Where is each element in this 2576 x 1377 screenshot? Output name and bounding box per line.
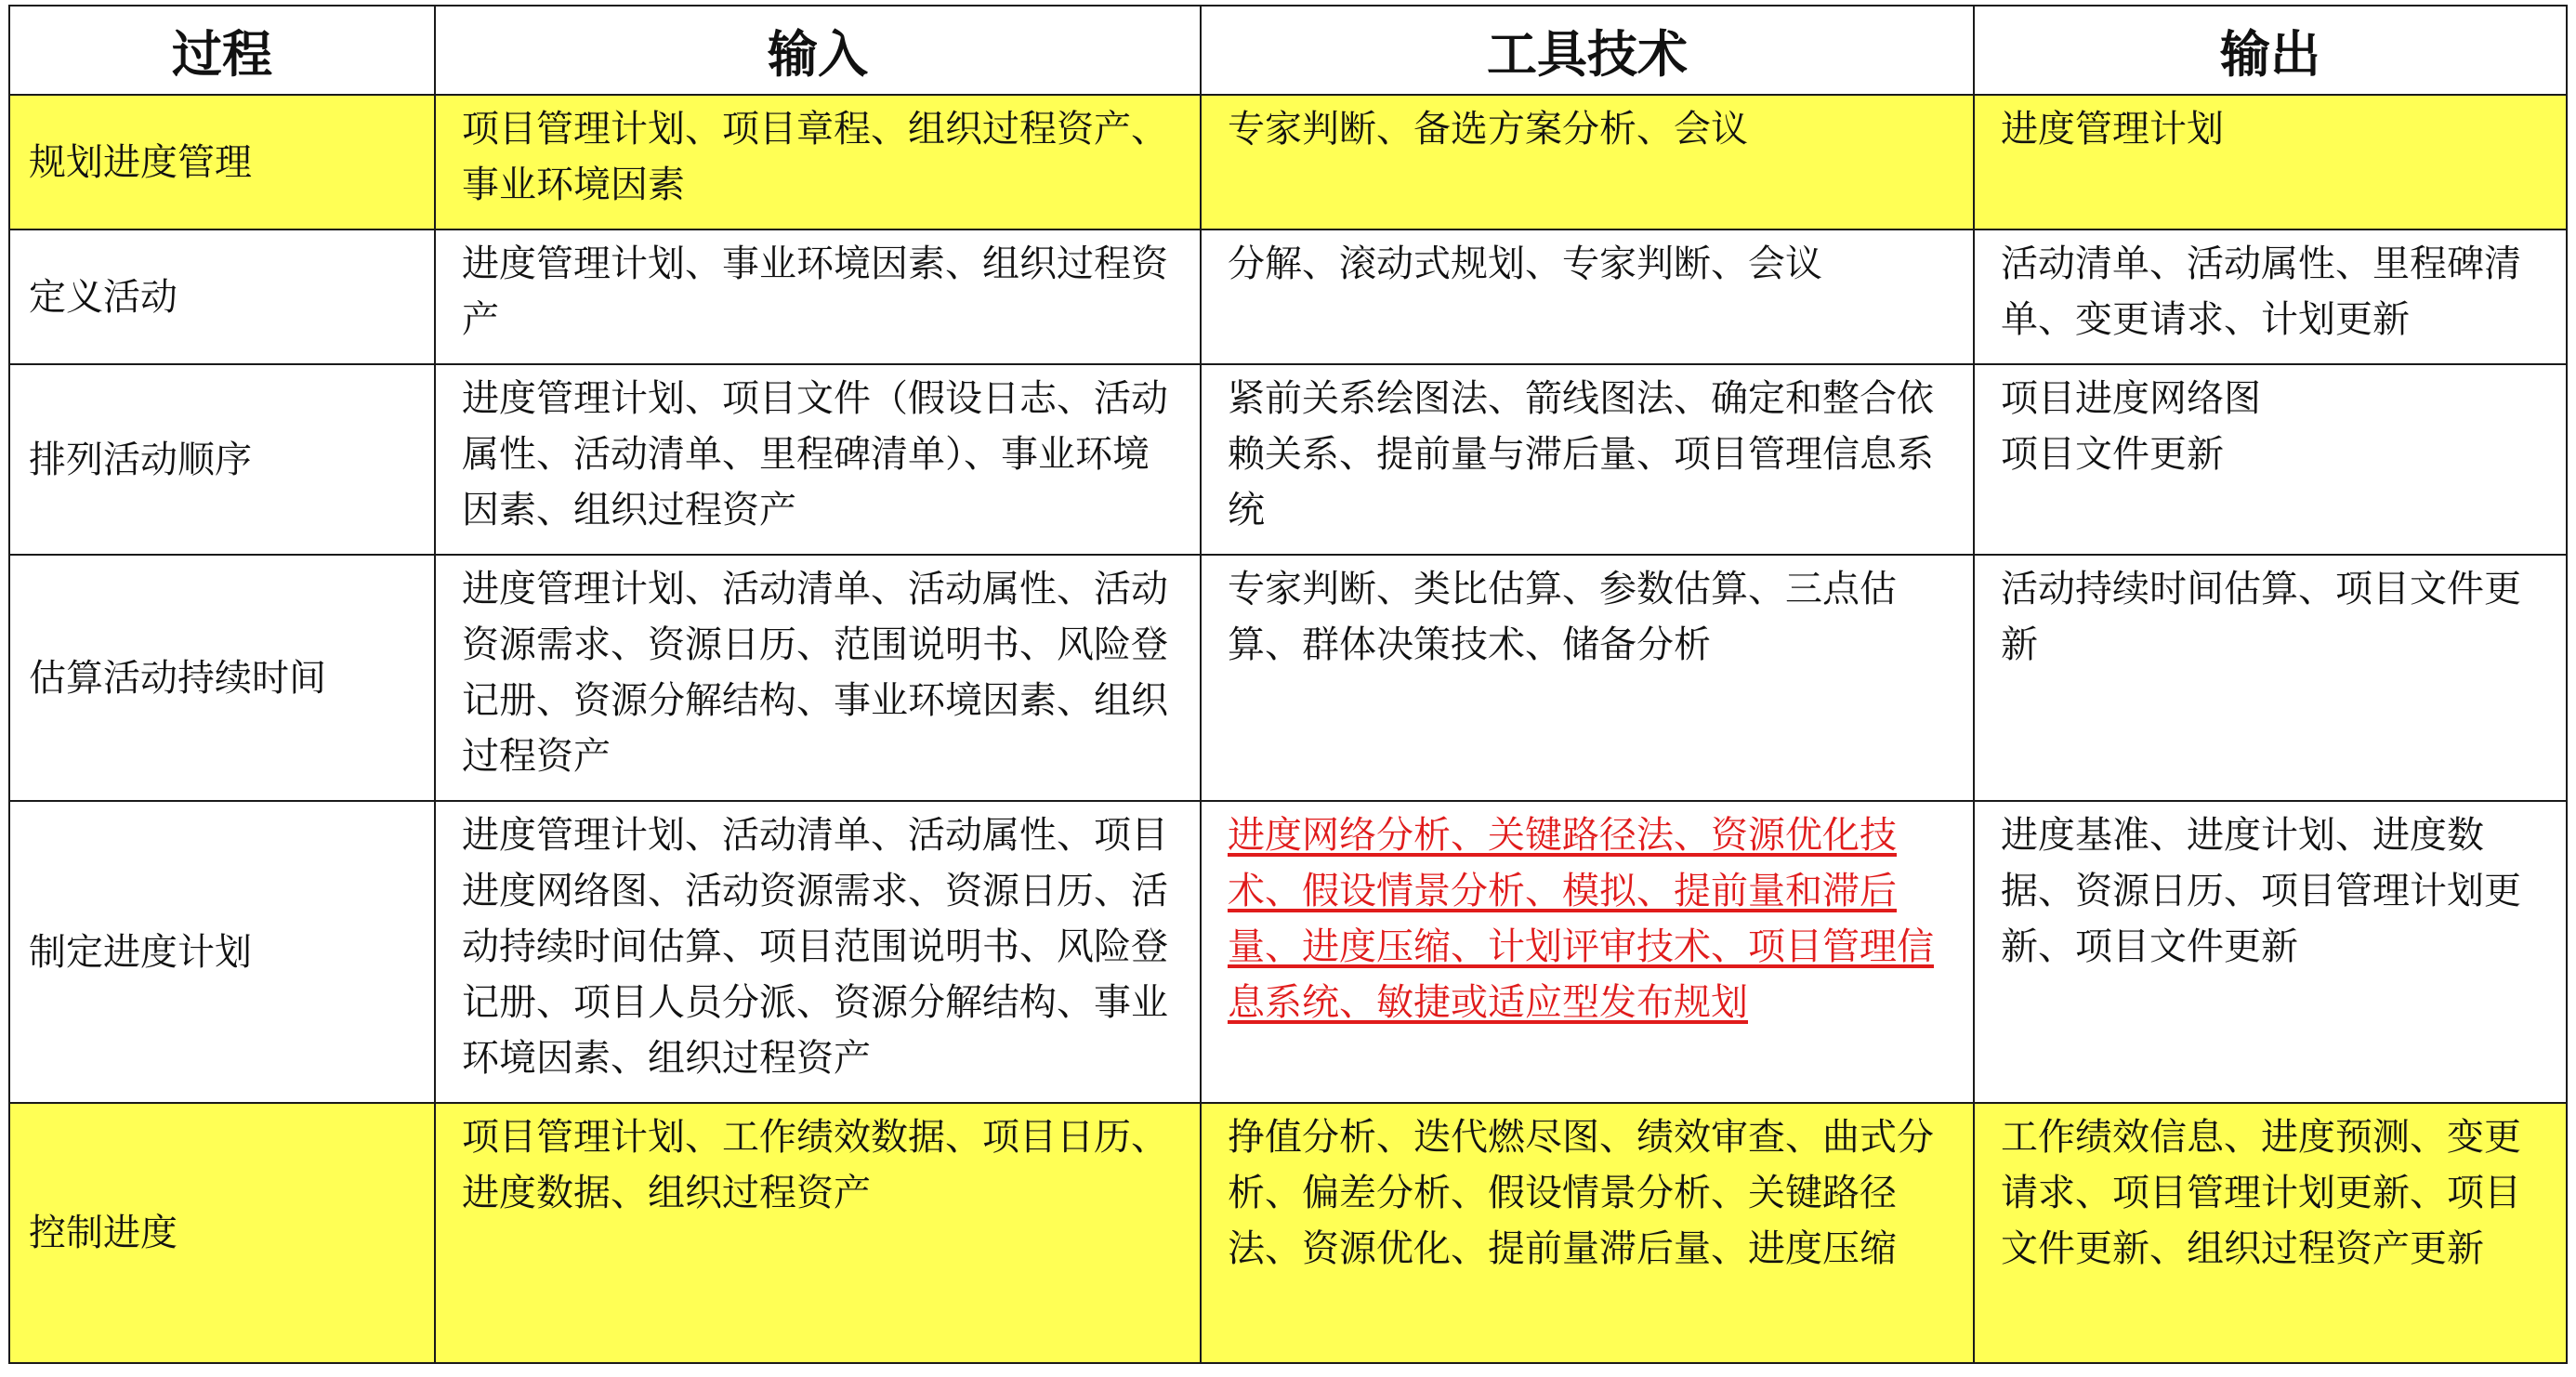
header-process: 过程 — [9, 6, 435, 95]
header-outputs: 输出 — [1974, 6, 2567, 95]
tools-cell: 分解、滚动式规划、专家判断、会议 — [1201, 230, 1974, 364]
table-row-sequence-activities — [9, 364, 2567, 555]
outputs-cell: 活动持续时间估算、项目文件更新 — [1974, 555, 2567, 801]
table-row-control-schedule — [9, 1103, 2567, 1363]
process-cell: 定义活动 — [9, 230, 435, 364]
inputs-cell: 项目管理计划、工作绩效数据、项目日历、进度数据、组织过程资产 — [435, 1103, 1201, 1363]
outputs-cell: 工作绩效信息、进度预测、变更请求、项目管理计划更新、项目文件更新、组织过程资产更新 — [1974, 1103, 2567, 1363]
header-inputs: 输入 — [435, 6, 1201, 95]
outputs-cell — [1974, 364, 2567, 555]
header-row — [9, 6, 2567, 95]
tools-cell: 专家判断、类比估算、参数估算、三点估算、群体决策技术、储备分析 — [1201, 555, 1974, 801]
tools-cell — [1201, 801, 1974, 1103]
header-tools: 工具技术 — [1201, 6, 1974, 95]
inputs-cell: 进度管理计划、活动清单、活动属性、项目进度网络图、活动资源需求、资源日历、活动持续时间估算、项目范围说明书、风险登记册、项目人员分派、资源分解结构、事业环境因素、组织过程资产 — [435, 801, 1201, 1103]
outputs-cell: 进度基准、进度计划、进度数据、资源日历、项目管理计划更新、项目文件更新 — [1974, 801, 2567, 1103]
table-row-plan-schedule-management — [9, 95, 2567, 230]
schedule-management-process-table — [8, 5, 2568, 1364]
output-line: 项目文件更新 — [2001, 433, 2224, 476]
inputs-cell: 项目管理计划、项目章程、组织过程资产、事业环境因素 — [435, 95, 1201, 230]
process-table-sheet — [8, 5, 2566, 1372]
outputs-cell: 进度管理计划 — [1974, 95, 2567, 230]
table-row-define-activities — [9, 230, 2567, 364]
process-cell: 排列活动顺序 — [9, 364, 435, 555]
output-line: 项目进度网络图 — [2001, 377, 2261, 420]
inputs-cell: 进度管理计划、活动清单、活动属性、活动资源需求、资源日历、范围说明书、风险登记册、资源分解结构、事业环境因素、组织过程资产 — [435, 555, 1201, 801]
outputs-cell: 活动清单、活动属性、里程碑清单、变更请求、计划更新 — [1974, 230, 2567, 364]
table-row-develop-schedule — [9, 801, 2567, 1103]
inputs-cell: 进度管理计划、事业环境因素、组织过程资产 — [435, 230, 1201, 364]
emphasized-tools-text: 进度网络分析、关键路径法、资源优化技术、假设情景分析、模拟、提前量和滞后量、进度压缩、计划评审技术、项目管理信息系统、敏捷或适应型发布规划 — [1228, 814, 1934, 1024]
tools-cell: 专家判断、备选方案分析、会议 — [1201, 95, 1974, 230]
table-row-estimate-activity-durations — [9, 555, 2567, 801]
process-cell: 规划进度管理 — [9, 95, 435, 230]
process-cell: 控制进度 — [9, 1103, 435, 1363]
process-cell: 制定进度计划 — [9, 801, 435, 1103]
tools-cell: 挣值分析、迭代燃尽图、绩效审查、曲式分析、偏差分析、假设情景分析、关键路径法、资源优化、提前量滞后量、进度压缩 — [1201, 1103, 1974, 1363]
process-cell: 估算活动持续时间 — [9, 555, 435, 801]
tools-cell: 紧前关系绘图法、箭线图法、确定和整合依赖关系、提前量与滞后量、项目管理信息系统 — [1201, 364, 1974, 555]
inputs-cell: 进度管理计划、项目文件（假设日志、活动属性、活动清单、里程碑清单）、事业环境因素、组织过程资产 — [435, 364, 1201, 555]
